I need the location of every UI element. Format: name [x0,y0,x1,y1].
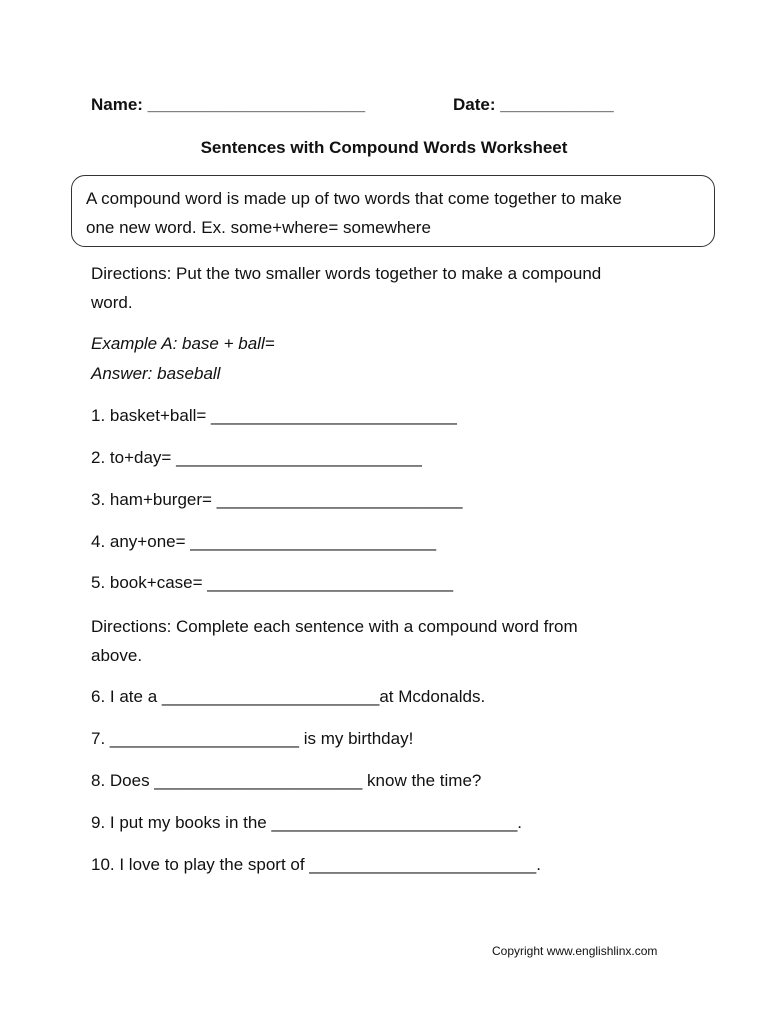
directions-2-line-1: Directions: Complete each sentence with a compound word from [91,617,578,636]
exercise-item-8: 8. Does ______________________ know the time? [91,771,482,790]
exercise-item-7: 7. ____________________ is my birthday! [91,729,414,748]
exercise-item-5: 5. book+case= __________________________ [91,573,454,592]
example-question: Example A: base + ball= [91,334,275,353]
exercise-item-10: 10. I love to play the sport of ________________________. [91,855,541,874]
exercise-item-6: 6. I ate a _______________________at Mcdonalds. [91,687,486,706]
definition-line-2: one new word. Ex. some+where= somewhere [86,218,431,237]
definition-line-1: A compound word is made up of two words that come together to make [86,189,622,208]
date-field-label: Date: ____________ [453,95,614,114]
directions-2-line-2: above. [91,646,143,665]
worksheet-title: Sentences with Compound Words Worksheet [200,138,568,157]
copyright-notice: Copyright www.englishlinx.com [492,944,658,958]
exercise-item-4: 4. any+one= __________________________ [91,532,437,551]
directions-1-line-1: Directions: Put the two smaller words together to make a compound [91,264,602,283]
exercise-item-3: 3. ham+burger= __________________________ [91,490,463,509]
exercise-item-9: 9. I put my books in the __________________________. [91,813,523,832]
exercise-item-1: 1. basket+ball= __________________________ [91,406,457,425]
definition-box [71,175,715,247]
example-answer: Answer: baseball [91,364,221,383]
name-field-label: Name: _______________________ [91,95,366,114]
directions-1-line-2: word. [91,293,133,312]
exercise-item-2: 2. to+day= __________________________ [91,448,422,467]
